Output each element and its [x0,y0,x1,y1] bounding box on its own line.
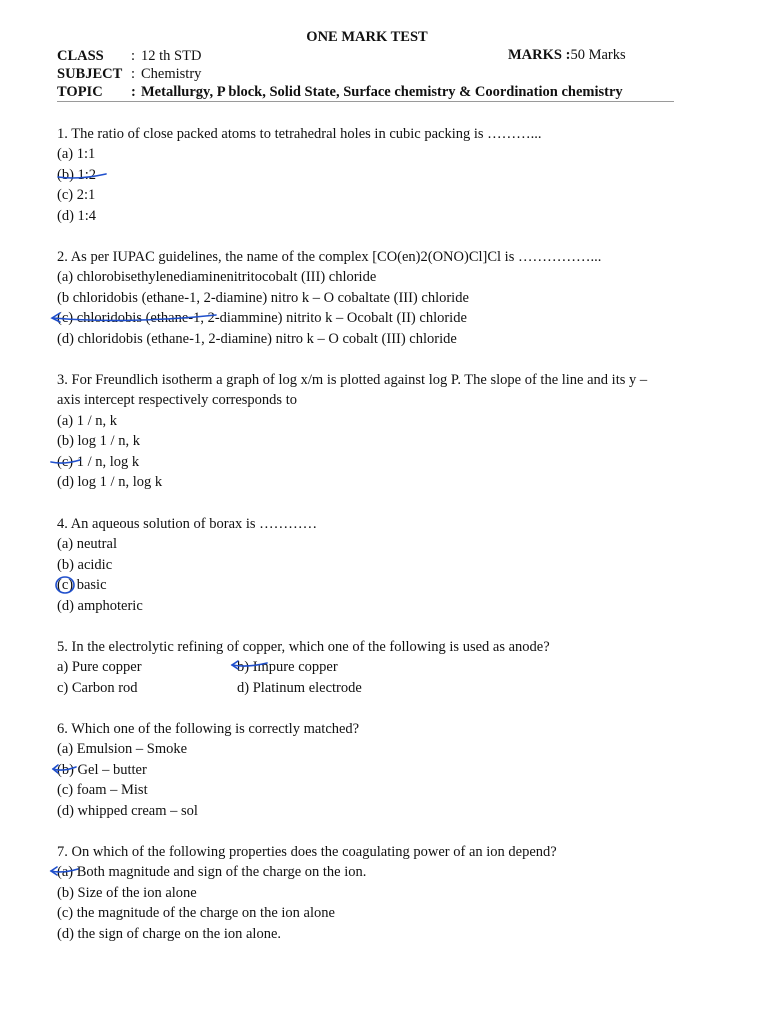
question-2-option-c: (c) chloridobis (ethane-1, 2-diammine) nitrito k – Ocobalt (II) chloride [57,310,467,326]
subject-value: Chemistry [141,66,202,82]
question-3-option-c: (c) 1 / n, log k [57,454,140,470]
question-4-option-c: (c) basic [57,577,107,593]
topic-row [57,83,677,101]
question-4-option-b: (b) acidic [57,557,113,573]
subject-label: SUBJECT [57,66,123,82]
question-2-option-a: (a) chlorobisethylenediaminenitritocobalt (III) chloride [57,269,377,285]
question-2-option-b: (b chloridobis (ethane-1, 2-diamine) nitro k – O cobaltate (III) chloride [57,290,469,306]
question-3-option-a: (a) 1 / n, k [57,413,117,429]
question-1-text: 1. The ratio of close packed atoms to tetrahedral holes in cubic packing is ………... [57,126,542,142]
topic-value: Metallurgy, P block, Solid State, Surface chemistry & Coordination chemistry [141,84,623,100]
question-5-option-d: d) Platinum electrode [237,680,362,696]
question-5-option-a: a) Pure copper [57,659,142,675]
marks-value: 50 Marks [570,47,626,63]
question-2-option-d: (d) chloridobis (ethane-1, 2-diamine) nitro k – O cobalt (III) chloride [57,331,457,347]
question-2-text: 2. As per IUPAC guidelines, the name of the complex [CO(en)2(ONO)Cl]Cl is ……………... [57,249,602,265]
question-3-text-line-1: 3. For Freundlich isotherm a graph of log x/m is plotted against log P. The slope of the line and its y – [57,372,648,388]
question-3-option-b: (b) log 1 / n, k [57,433,140,449]
question-6-option-c: (c) foam – Mist [57,782,148,798]
class-value: 12 th STD [141,48,202,64]
question-1-option-a: (a) 1:1 [57,146,96,162]
question-5-option-b: b) Impure copper [237,659,338,675]
marks-row [508,47,626,64]
class-label: CLASS [57,48,104,64]
question-7-text: 7. On which of the following properties does the coagulating power of an ion depend? [57,844,557,860]
question-6-option-d: (d) whipped cream – sol [57,803,198,819]
header-divider [57,101,674,102]
question-6-option-b: (b) Gel – butter [57,762,147,778]
question-6-text: 6. Which one of the following is correctly matched? [57,721,360,737]
question-1-option-d: (d) 1:4 [57,208,97,224]
question-5-option-c: c) Carbon rod [57,680,138,696]
question-3-option-d: (d) log 1 / n, log k [57,474,163,490]
question-3-text-line-2: axis intercept respectively corresponds to [57,392,297,408]
question-5-text: 5. In the electrolytic refining of copper, which one of the following is used as anode? [57,639,550,655]
marks-label: MARKS : [508,47,571,63]
subject-row [57,65,677,83]
question-4-option-a: (a) neutral [57,536,117,552]
topic-colon: : [131,84,136,100]
question-4-option-d: (d) amphoteric [57,598,143,614]
question-4-text: 4. An aqueous solution of borax is ………… [57,516,318,532]
topic-label: TOPIC [57,84,103,100]
subject-colon: : [131,66,136,82]
page-title: ONE MARK TEST [306,29,428,45]
question-7-option-c: (c) the magnitude of the charge on the ion alone [57,905,335,921]
question-1-option-c: (c) 2:1 [57,187,96,203]
question-7-option-d: (d) the sign of charge on the ion alone. [57,926,282,942]
question-1-option-b: (b) 1:2 [57,167,97,183]
question-7-option-a: (a) Both magnitude and sign of the charge on the ion. [57,864,367,880]
question-6-option-a: (a) Emulsion – Smoke [57,741,188,757]
class-colon: : [131,48,136,64]
question-7-option-b: (b) Size of the ion alone [57,885,197,901]
